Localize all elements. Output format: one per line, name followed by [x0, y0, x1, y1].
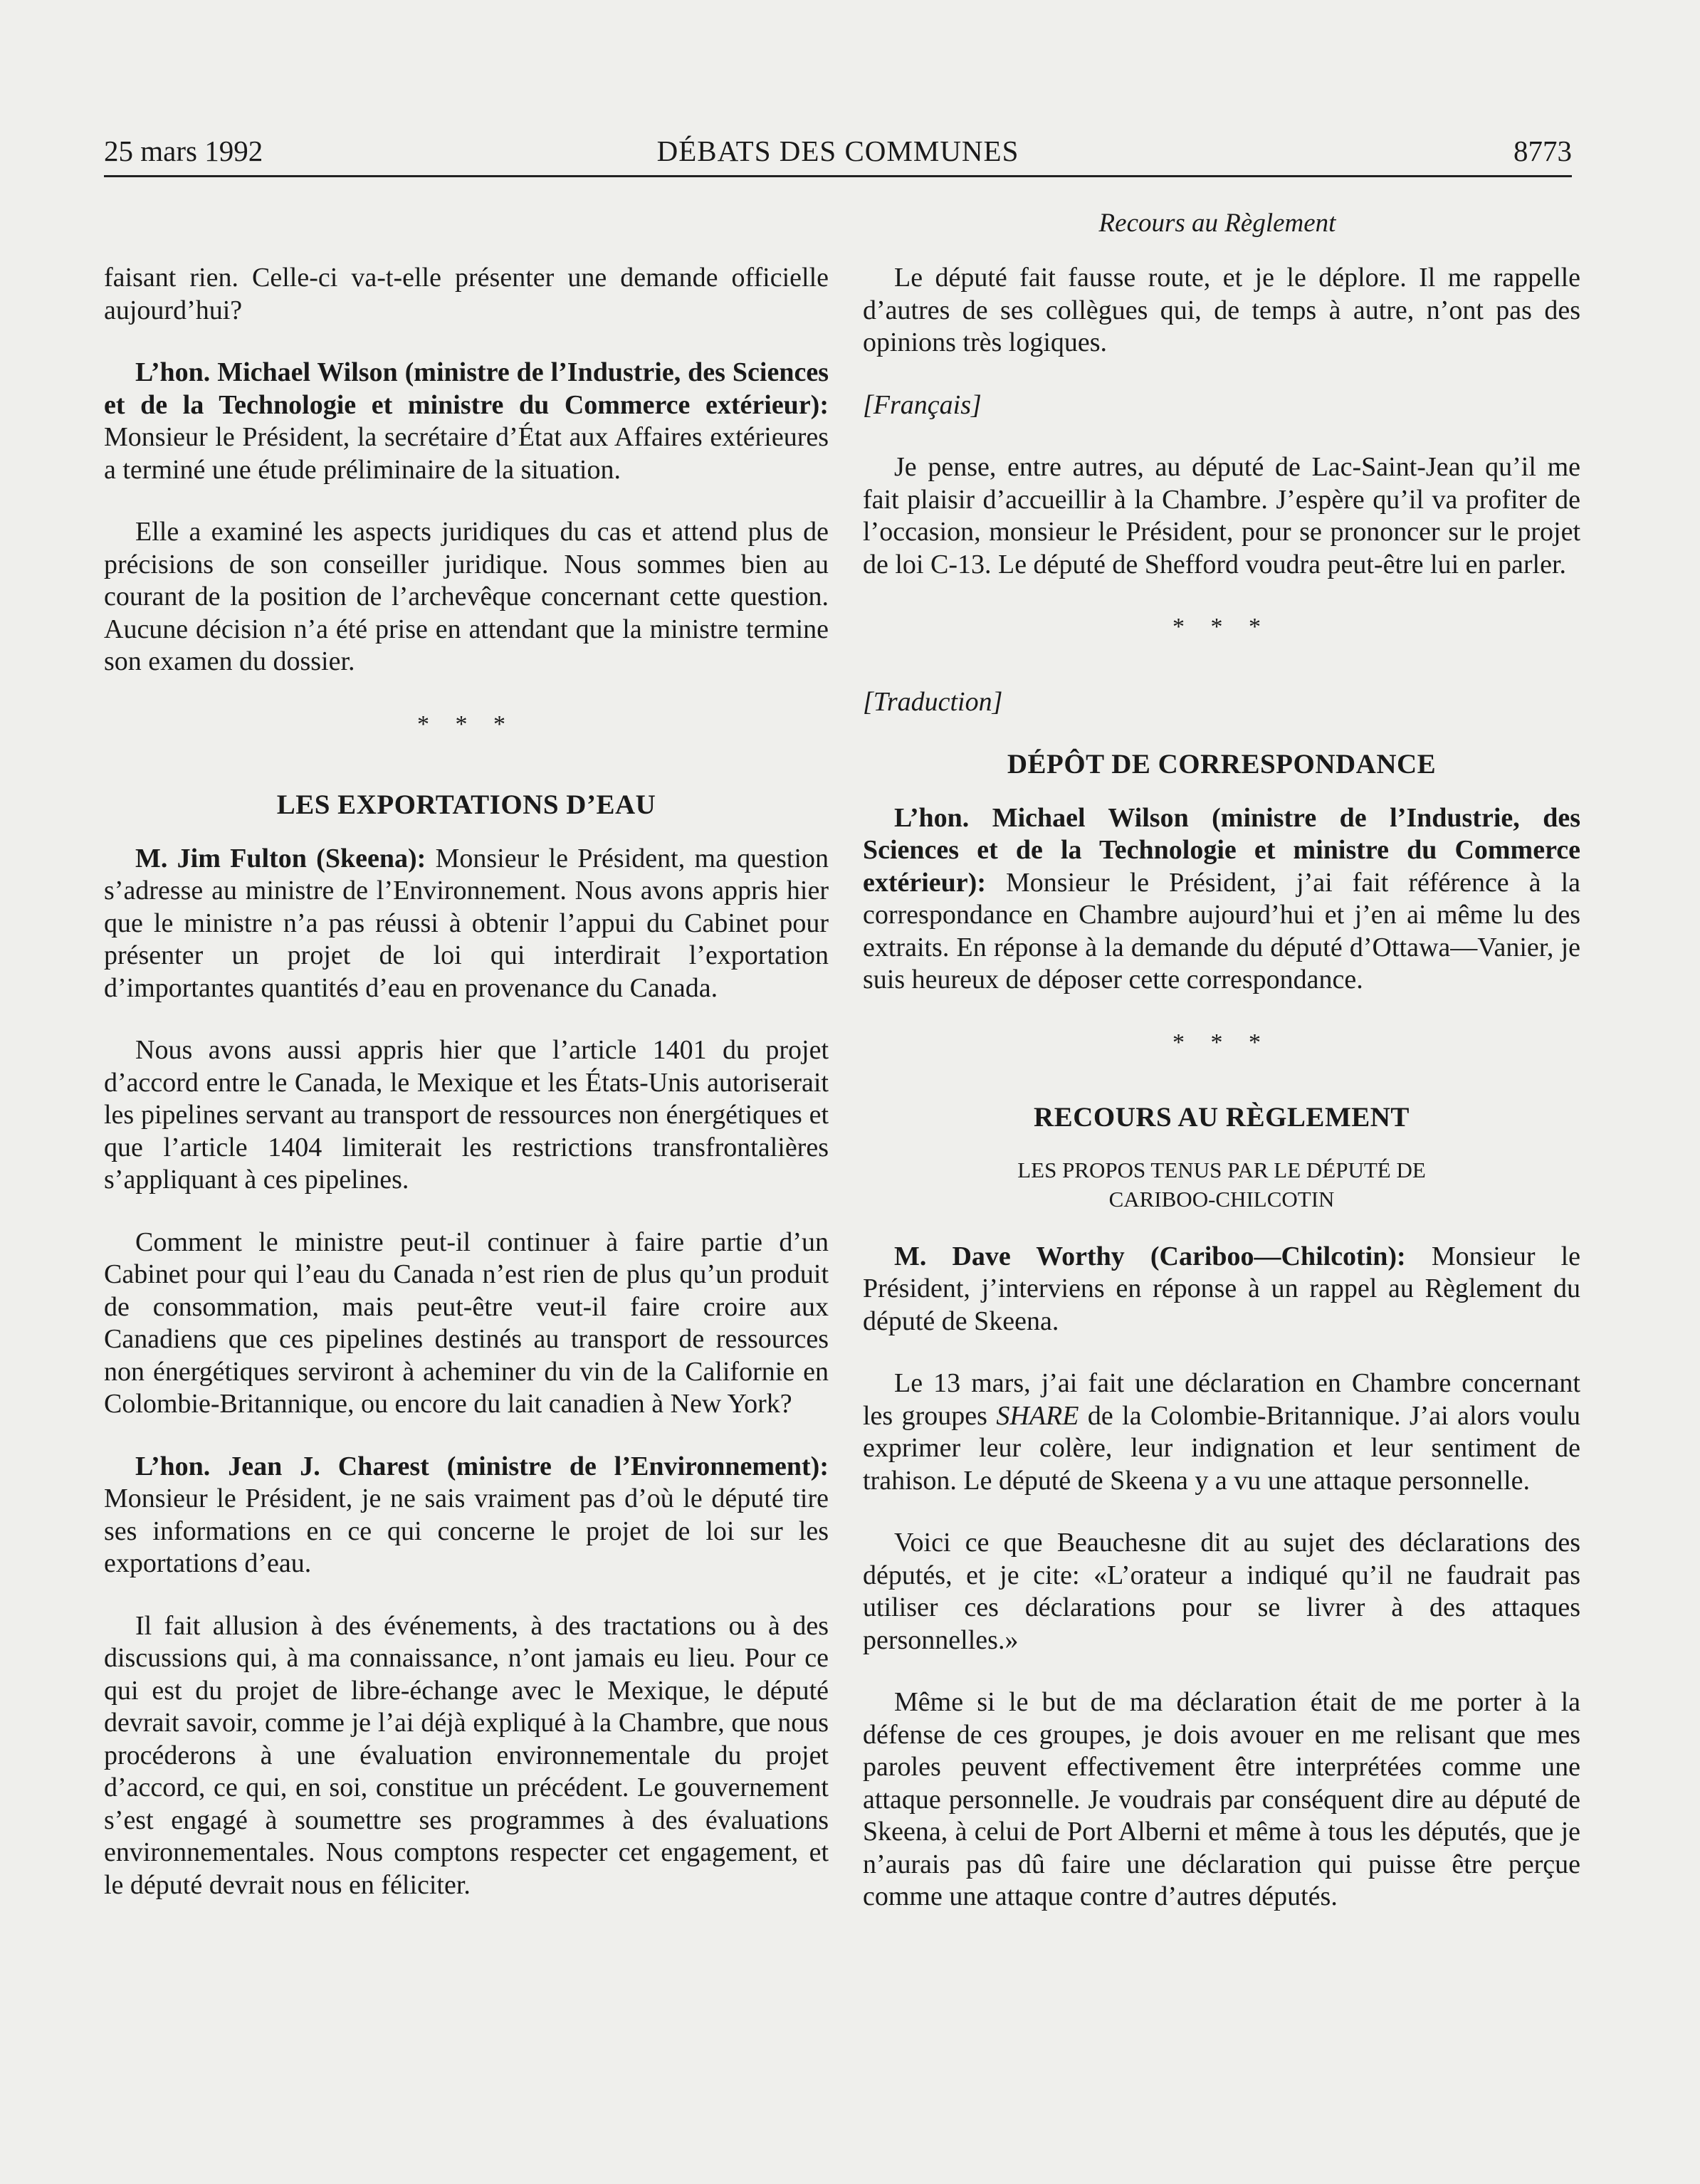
speaker-name: M. Jim Fulton (Skeena): — [135, 843, 426, 873]
paragraph: Le député fait fausse route, et je le déplore. Il me rappelle d’autres de ses collègues qui, de temps à autre, n’ont pas des opinions très logiques. — [863, 263, 1580, 357]
paragraph: Même si le but de ma déclaration était de me porter à la défense de ces groupes, je dois avouer en me relisant que mes paroles peuvent effectivement être interprétées comme une attaque personnelle. Je voudrais par conséquent dire au député de Skeena, à celui de Port Alberni et même à tous les députés, que je n’aurais pas dû faire une déclaration qui puisse être perçue comme une attaque contre d’autres députés. — [863, 1687, 1580, 1911]
speech-text: Monsieur le Président, j’interviens en réponse à un rappel au Règlement du député de Skeena. — [863, 1241, 1580, 1336]
paragraph — [863, 1367, 1580, 1497]
language-label: [Traduction] — [863, 686, 1003, 717]
running-head: Recours au Règlement — [1098, 209, 1336, 238]
left-column — [104, 262, 829, 1931]
speaker-name: L’hon. Jean J. Charest (ministre de l’Environnement): — [135, 1451, 829, 1481]
speaker-name: M. Dave Worthy (Cariboo—Chilcotin): — [894, 1241, 1406, 1271]
page-header — [104, 134, 1572, 177]
section-separator: * * * — [1172, 1029, 1271, 1056]
paragraph: Elle a examiné les aspects juridiques du cas et attend plus de précisions de son conseiller juridique. Nous sommes bien au courant de la position de l’archevêque concernant cette question. Aucune décision n’a été prise en attendant que la ministre termine son examen du dossier. — [104, 517, 829, 676]
section-heading: DÉPÔT DE CORRESPONDANCE — [1007, 749, 1437, 779]
speaker-name: L’hon. Michael Wilson (ministre de l’Industrie, des Sciences et de la Technologie et ministre du Commerce extérieur): — [104, 357, 829, 420]
paragraph — [863, 802, 1580, 997]
paragraph: Nous avons aussi appris hier que l’article 1401 du projet d’accord entre le Canada, le Mexique et les États-Unis autoriserait les pipelines servant au transport de ressources non énergétiques et que l’article 1404 limiterait les restrictions transfrontalières s’appliquant à ces pipelines. — [104, 1035, 829, 1195]
paragraph: Comment le ministre peut-il continuer à faire partie d’un Cabinet pour qui l’eau du Canada n’est rien de plus qu’un produit de consommation, mais peut-être veut-il faire croire aux Canadiens que ces pipelines destinés au transport de ressources non énergétiques serviront à acheminer du vin de la Californie en Colombie-Britannique, ou encore du lait canadien à New York? — [104, 1227, 829, 1419]
subheading-line: CARIBOO-CHILCOTIN — [1108, 1186, 1335, 1212]
section-separator: * * * — [1172, 614, 1271, 640]
section-heading: RECOURS AU RÈGLEMENT — [1034, 1102, 1410, 1133]
speech-text: Monsieur le Président, je ne sais vraiment pas d’où le député tire ses informations en ce qui concerne le projet de loi sur les exportations d’eau. — [104, 1484, 829, 1578]
speech-text: Monsieur le Président, j’ai fait référence à la correspondance en Chambre aujourd’hui et j’en ai même lu des extraits. En réponse à la demande du député d’Ottawa—Vanier, je suis heureux de déposer cette correspondance. — [863, 867, 1580, 994]
speech-text: Monsieur le Président, la secrétaire d’État aux Affaires extérieures a terminé une étude préliminaire de la situation. — [104, 422, 829, 485]
header-page-number: 8773 — [1513, 135, 1572, 167]
speech-text: Le 13 mars, j’ai fait une déclaration en Chambre concernant les groupes — [863, 1368, 1580, 1431]
language-marker — [863, 686, 1580, 719]
speaker-name: L’hon. Michael Wilson (ministre de l’Industrie, des Sciences et de la Technologie et ministre du Commerce extérieur): — [863, 802, 1580, 898]
paragraph: Je pense, entre autres, au député de Lac-Saint-Jean qu’il me fait plaisir d’accueillir à la Chambre. J’espère qu’il va profiter de l’occasion, monsieur le Président, pour se prononcer sur le projet de loi C-13. Le député de Shefford voudra peut-être lui en parler. — [863, 452, 1580, 579]
paragraph — [104, 357, 829, 486]
paragraph — [104, 1451, 829, 1580]
paragraph: Il fait allusion à des événements, à des tractations ou à des discussions qui, à ma connaissance, n’ont jamais eu lieu. Pour ce qui est du projet de libre-échange avec le Mexique, le député devrait savoir, comme je l’ai déjà expliqué à la Chambre, que nous procéderons à une évaluation environnementale du projet d’accord, ce qui, en soi, constitue un précédent. Le gouvernement s’est engagé à soumettre ses programmes à des évaluations environnementales. Nous comptons respecter cet engagement, et le député devrait nous en féliciter. — [104, 1610, 829, 1900]
subheading-line: LES PROPOS TENUS PAR LE DÉPUTÉ DE — [1017, 1157, 1426, 1182]
paragraph — [104, 843, 829, 1005]
language-marker — [863, 389, 1580, 422]
paragraph: Voici ce que Beauchesne dit au sujet des déclarations des députés, et je cite: «L’orateur a indiqué qu’il ne faudrait pas utiliser ces déclarations pour se livrer à des attaques personnelles.» — [863, 1528, 1580, 1655]
right-column — [863, 262, 1580, 1943]
paragraph — [863, 1241, 1580, 1338]
paragraph: faisant rien. Celle-ci va-t-elle présenter une demande officielle aujourd’hui? — [104, 263, 829, 325]
italic-term: SHARE — [996, 1400, 1079, 1431]
speech-text: de la Colombie-Britannique. J’ai alors voulu exprimer leur colère, leur indignation et leur sentiment de trahison. Le député de Skeena y a vu une attaque personnelle. — [863, 1400, 1580, 1496]
subheading — [863, 1155, 1580, 1214]
language-label: [Français] — [863, 389, 982, 420]
section-separator: * * * — [417, 710, 515, 737]
section-heading: LES EXPORTATIONS D’EAU — [276, 789, 656, 820]
header-title: DÉBATS DES COMMUNES — [656, 135, 1019, 167]
speech-text: Monsieur le Président, ma question s’adresse au ministre de l’Environnement. Nous avons appris hier que le ministre n’a pas réussi à obtenir l’appui du Cabinet pour présenter un projet de loi qui interdirait l’exportation d’importantes quantités d’eau en provenance du Canada. — [104, 843, 829, 1003]
header-date: 25 mars 1992 — [104, 135, 263, 167]
header-rule — [104, 175, 1572, 177]
